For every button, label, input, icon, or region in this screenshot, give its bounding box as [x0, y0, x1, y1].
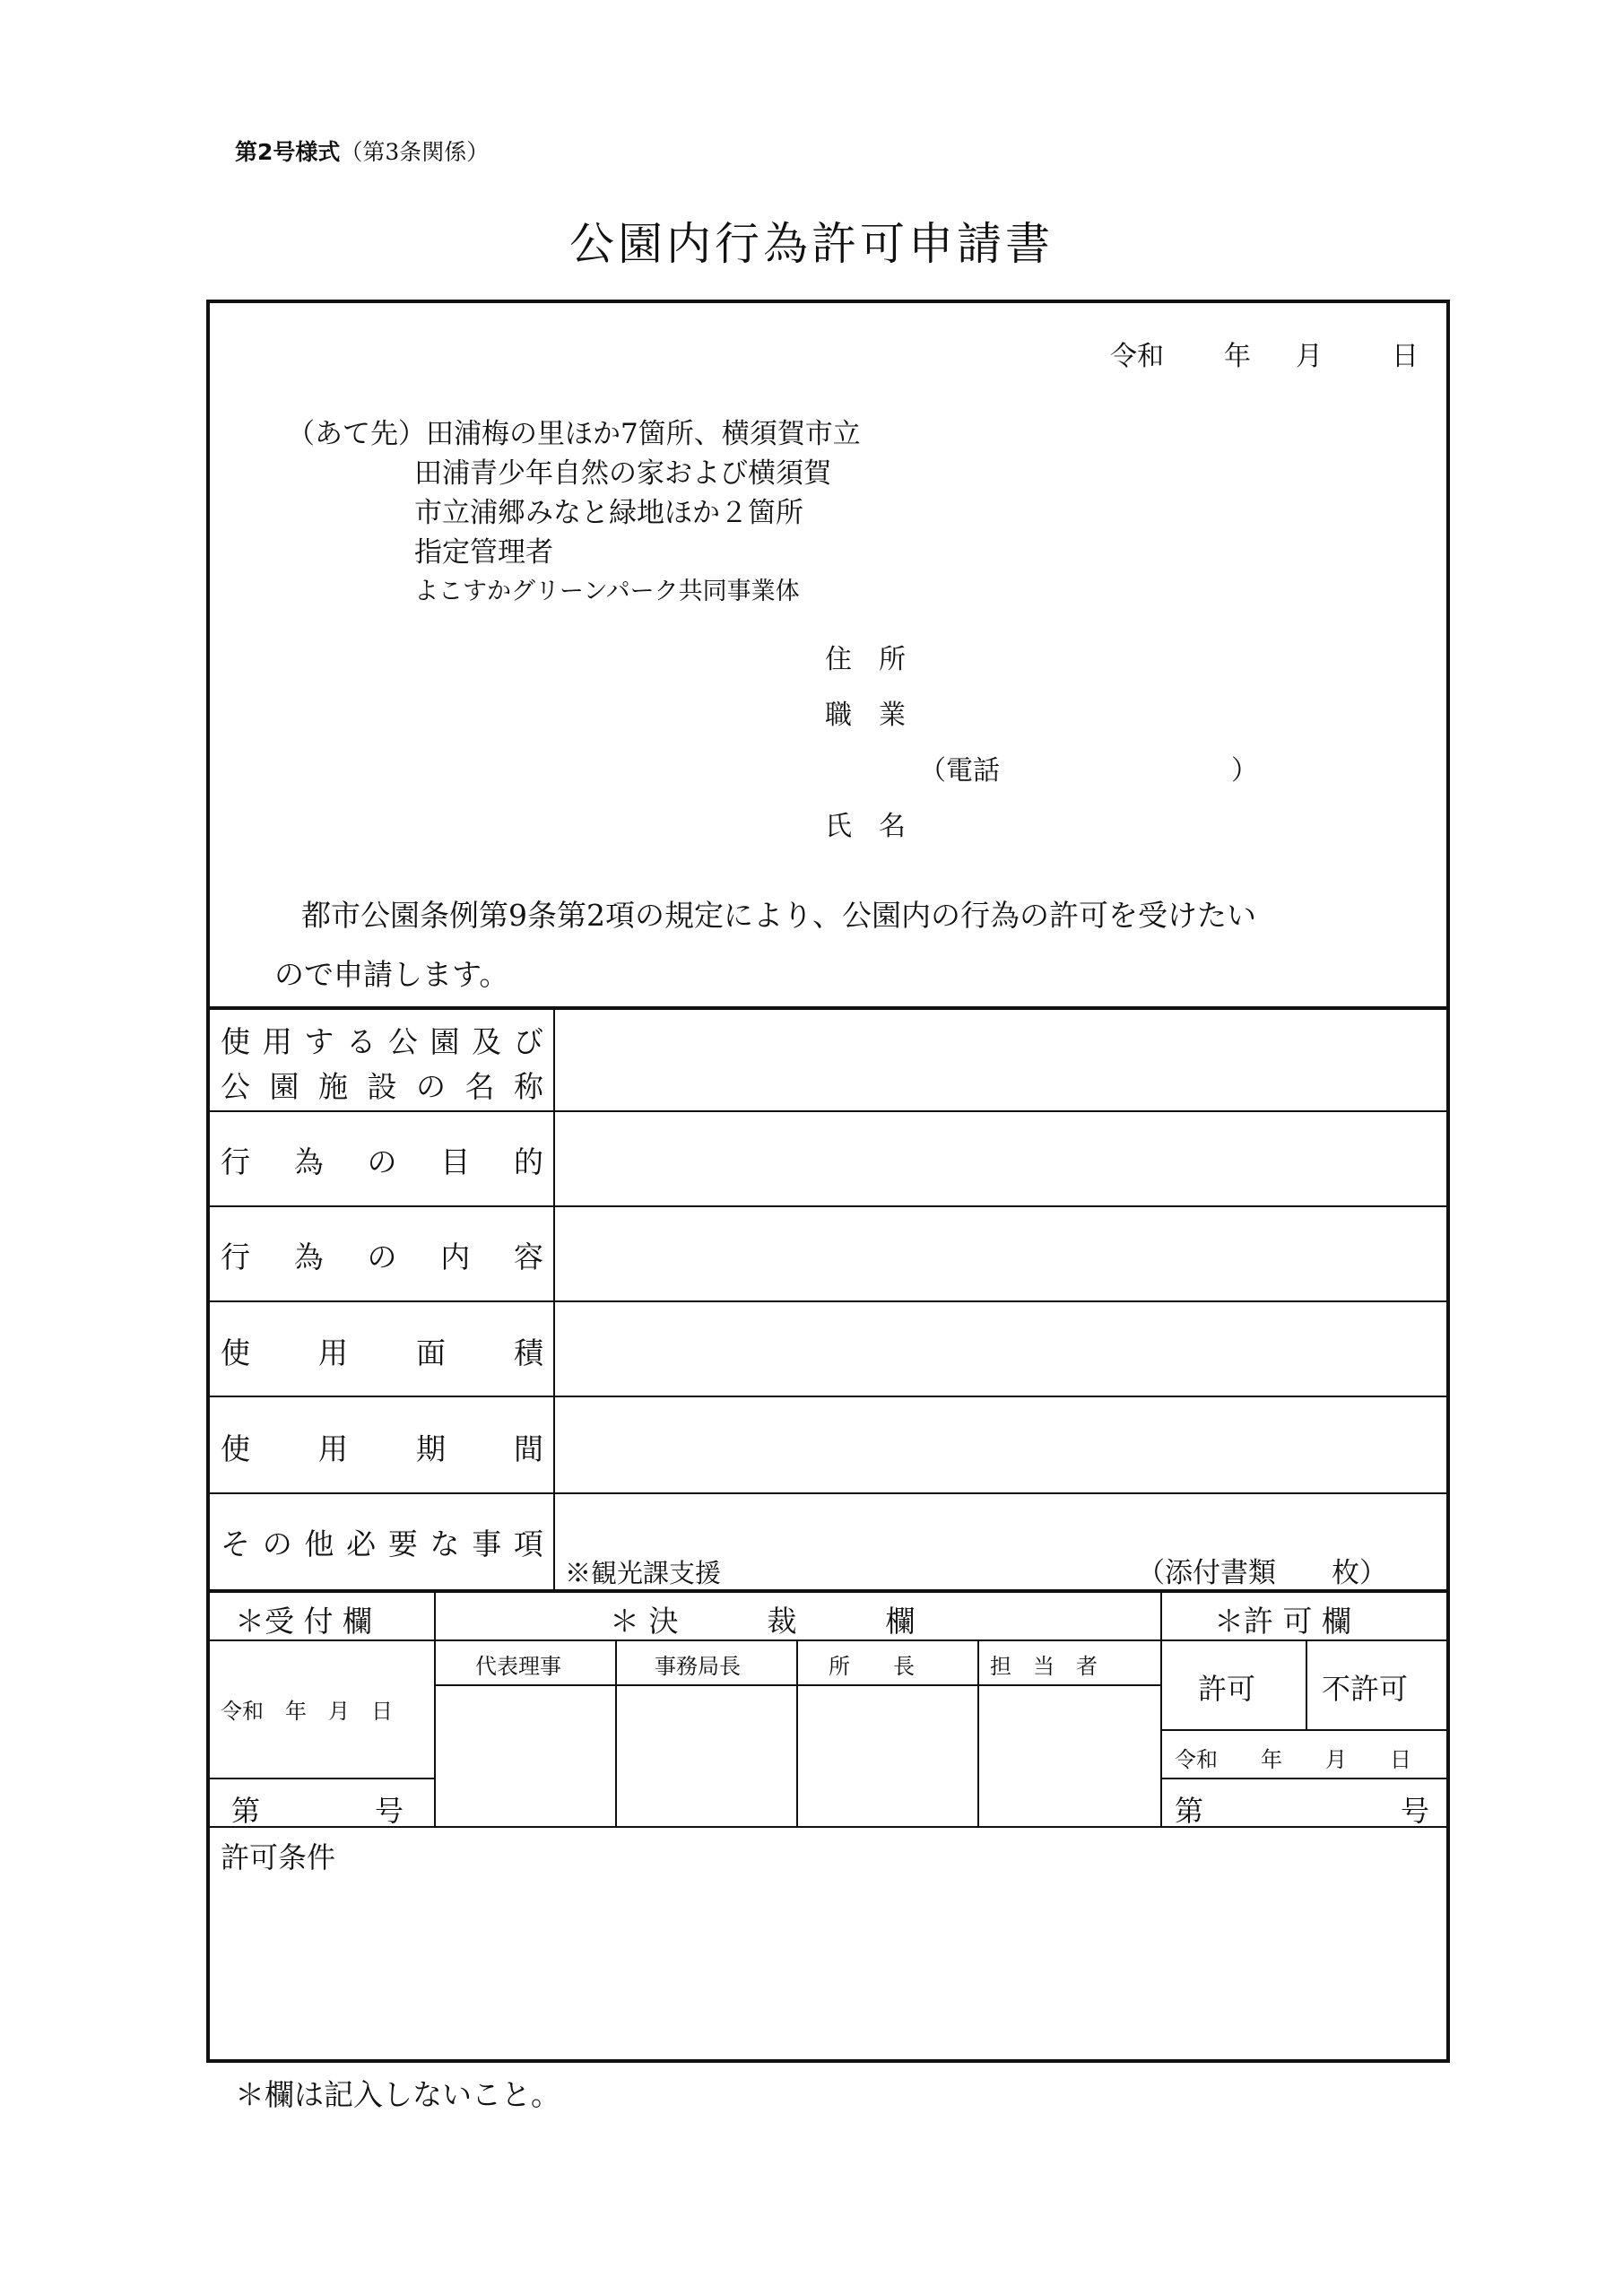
row-label-park-name: 使 用 す る 公 園 及 び	[221, 1024, 543, 1059]
statement-line-2: ので申請します。	[274, 957, 509, 992]
form-number: 第2号様式	[235, 139, 341, 165]
decision-col-secretary: 事務局長	[655, 1654, 741, 1679]
date-year: 年	[1224, 341, 1251, 372]
addressee-line-3: 市立浦郷みなと緑地ほか２箇所	[414, 497, 803, 529]
row-divider	[206, 1110, 1450, 1112]
decision-header: ＊ 決 裁 欄	[610, 1604, 916, 1639]
addressee-line-1: 田浦梅の里ほか7箇所、横須賀市立	[426, 418, 861, 450]
other-note: ※観光課支援	[565, 1558, 722, 1588]
addressee-prefix: （あて先）	[287, 418, 426, 450]
row-label-area: 使 用 面 積	[221, 1335, 543, 1370]
row-divider	[206, 1300, 1450, 1302]
row-label-purpose: 行 為 の 目 的	[221, 1144, 543, 1179]
permit-conditions-label: 許可条件	[221, 1840, 336, 1874]
office-col-divider	[434, 1591, 436, 1828]
form-reference: （第3条関係）	[340, 139, 490, 165]
row-label-other: そ の 他 必 要 な 事 項	[221, 1526, 543, 1561]
decision-col-director: 代表理事	[475, 1654, 561, 1679]
row-label-park-name-2: 公 園 施 設 の 名 称	[221, 1069, 543, 1104]
decision-col-divider	[615, 1639, 617, 1828]
attachment-count: （添付書類 枚）	[1137, 1557, 1387, 1589]
reception-date: 令和 年 月 日	[221, 1699, 393, 1724]
row-label-content: 行 為 の 内 容	[221, 1239, 543, 1274]
permission-date-divider	[1160, 1778, 1450, 1779]
row-divider	[206, 1205, 1450, 1207]
permission-no-suffix: 号	[1401, 1794, 1430, 1828]
date-day: 日	[1392, 341, 1419, 372]
decision-col-divider	[977, 1639, 979, 1828]
permission-no-prefix: 第	[1175, 1794, 1204, 1828]
addressee-line-2: 田浦青少年自然の家および横須賀	[414, 457, 831, 490]
reception-no-suffix: 号	[375, 1794, 404, 1828]
table-top-border	[206, 1006, 1450, 1010]
applicant-phone-open: （電話	[919, 755, 1000, 787]
footnote: ＊欄は記入しないこと。	[235, 2077, 560, 2112]
decision-col-chief: 所 長	[829, 1654, 915, 1679]
permission-date: 令和 年 月 日	[1175, 1747, 1411, 1772]
row-label-period: 使 用 期 間	[221, 1431, 543, 1466]
reception-no-prefix: 第	[231, 1794, 261, 1828]
decision-col-staff: 担 当 者	[990, 1654, 1098, 1679]
permit-no[interactable]: 不許可	[1322, 1672, 1409, 1706]
reception-divider	[206, 1778, 436, 1779]
date-month: 月	[1296, 341, 1323, 372]
permission-header: ＊許 可 欄	[1214, 1604, 1351, 1639]
page-title: 公園内行為許可申請書	[569, 218, 1054, 270]
applicant-phone-close: ）	[1231, 755, 1258, 787]
row-divider	[206, 1396, 1450, 1397]
applicant-name-label: 氏 名	[825, 811, 906, 842]
permit-yes[interactable]: 許可	[1198, 1672, 1256, 1706]
decision-col-divider	[796, 1639, 798, 1828]
addressee-line-4: 指定管理者	[414, 536, 553, 569]
statement-line-1: 都市公園条例第9条第2項の規定により、公園内の行為の許可を受けたい	[301, 898, 1256, 933]
form-code	[235, 135, 489, 167]
permission-divider	[1306, 1639, 1307, 1731]
permission-divider-h	[1160, 1729, 1450, 1731]
addressee-org: よこすかグリーンパーク共同事業体	[414, 578, 800, 605]
applicant-occupation-label: 職 業	[825, 700, 906, 731]
reception-header: ＊受 付 欄	[235, 1604, 372, 1639]
decision-header-divider	[434, 1684, 1162, 1686]
addressee-block	[287, 414, 861, 612]
row-divider	[206, 1492, 1450, 1494]
label-column-divider	[553, 1006, 555, 1591]
office-col-divider	[1160, 1591, 1162, 1828]
applicant-address-label: 住 所	[825, 644, 906, 675]
date-era: 令和	[1110, 341, 1164, 372]
